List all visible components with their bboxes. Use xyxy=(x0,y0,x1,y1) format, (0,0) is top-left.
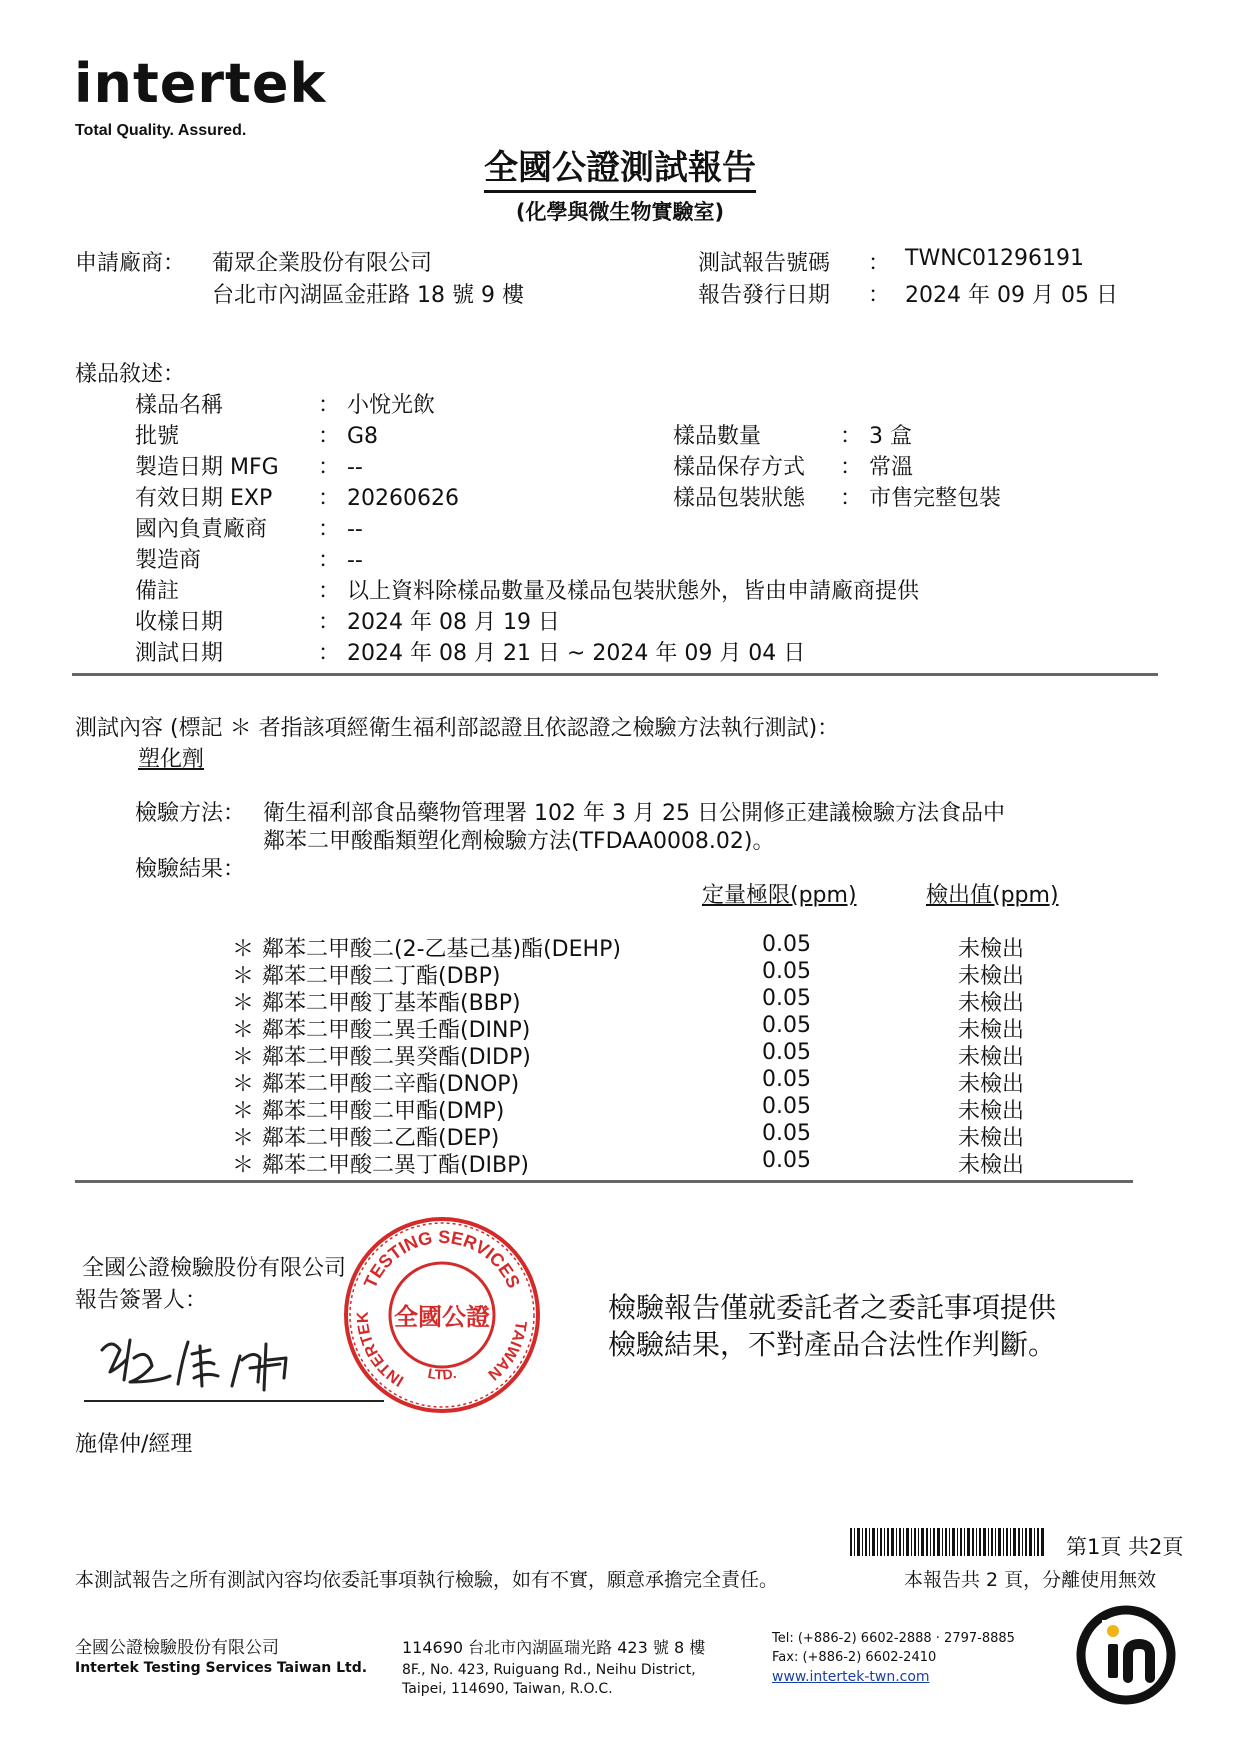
svg-text:LTD. xyxy=(427,1365,458,1383)
footer-address-en-1: 8F., No. 423, Ruiguang Rd., Neihu District, xyxy=(402,1662,696,1678)
analyte-result: 未檢出 xyxy=(958,937,1025,962)
row-mark: ＊ xyxy=(232,991,255,1016)
disclaimer-line-2: 檢驗結果，不對產品合法性作判斷。 xyxy=(608,1328,1057,1361)
sample-right-value: ： 常溫 xyxy=(840,455,913,480)
analyte-name: 鄰苯二甲酸二異癸酯(DIDP) xyxy=(262,1045,531,1070)
col-header-limit: 定量極限(ppm) xyxy=(702,883,857,908)
method-line-2: 鄰苯二甲酸酯類塑化劑檢驗方法(TFDAA0008.02)。 xyxy=(263,829,775,854)
method-label: 檢驗方法： xyxy=(135,801,246,826)
sample-row-label: 備註 xyxy=(135,579,180,604)
footer-company-en: Intertek Testing Services Taiwan Ltd. xyxy=(75,1660,368,1676)
sample-row-label: 測試日期 xyxy=(135,641,224,666)
sample-row-value: ： 以上資料除樣品數量及樣品包裝狀態外，皆由申請廠商提供 xyxy=(318,579,919,604)
stamp-right-text: TAIWAN xyxy=(484,1319,529,1383)
stamp-bottom-text: LTD. xyxy=(426,1364,458,1383)
sample-right-label: 樣品保存方式 xyxy=(673,455,806,480)
sample-row-value: ： 2024 年 08 月 19 日 xyxy=(318,610,560,635)
applicant-label: 申請廠商： xyxy=(75,251,186,276)
sample-row-value: ： 20260626 xyxy=(318,486,459,511)
row-mark: ＊ xyxy=(232,964,255,989)
sample-right-value: ： 市售完整包裝 xyxy=(840,486,1001,511)
row-mark: ＊ xyxy=(232,1072,255,1097)
barcode xyxy=(850,1528,1046,1556)
analyte-result: 未檢出 xyxy=(958,1126,1025,1151)
footer-company-zh: 全國公證檢驗股份有限公司 xyxy=(75,1638,279,1658)
analyte-result: 未檢出 xyxy=(958,991,1025,1016)
row-mark: ＊ xyxy=(232,1045,255,1070)
separation-notice: 本報告共 2 頁，分離使用無效 xyxy=(904,1569,1157,1591)
analyte-name: 鄰苯二甲酸二異壬酯(DINP) xyxy=(262,1018,531,1043)
footer-fax: Fax: (+886-2) 6602-2410 xyxy=(772,1650,937,1665)
sample-row-value: ： -- xyxy=(318,455,363,480)
applicant-address: 台北市內湖區金莊路 18 號 9 樓 xyxy=(212,283,524,308)
signature-line xyxy=(84,1400,384,1402)
footer-address-en-2: Taipei, 114690, Taiwan, R.O.C. xyxy=(402,1681,613,1697)
analyte-limit: 0.05 xyxy=(762,1148,811,1173)
results-divider xyxy=(75,1180,1133,1183)
sample-row-value: ： -- xyxy=(318,517,363,542)
analyte-limit: 0.05 xyxy=(762,1013,811,1038)
analyte-result: 未檢出 xyxy=(958,964,1025,989)
sample-section-label: 樣品敘述： xyxy=(75,362,186,387)
intertek-logo: intertek xyxy=(74,52,327,115)
analyte-name: 鄰苯二甲酸二乙酯(DEP) xyxy=(262,1126,500,1151)
sample-row-value: ： G8 xyxy=(318,424,379,449)
analyte-limit: 0.05 xyxy=(762,1121,811,1146)
analyte-limit: 0.05 xyxy=(762,1094,811,1119)
method-line-1: 衛生福利部食品藥物管理署 102 年 3 月 25 日公開修正建議檢驗方法食品中 xyxy=(263,801,1005,826)
sample-row-label: 收樣日期 xyxy=(135,610,224,635)
footer-website-link[interactable]: www.intertek-twn.com xyxy=(772,1669,930,1685)
stamp-top-text: TESTING SERVICES xyxy=(359,1226,525,1292)
sample-right-label: 樣品數量 xyxy=(673,424,762,449)
report-date-label: 報告發行日期 xyxy=(698,283,831,308)
sample-row-label: 有效日期 EXP xyxy=(135,486,273,511)
page-indicator: 第1頁 共2頁 xyxy=(1066,1535,1184,1559)
company-seal-stamp xyxy=(342,1215,542,1415)
report-no-colon: ： xyxy=(868,251,891,276)
analyte-name: 鄰苯二甲酸二丁酯(DBP) xyxy=(262,964,501,989)
stamp-left-text: INTERTEK xyxy=(354,1311,407,1390)
test-content-label: 測試內容 (標記 ＊ 者指該項經衛生福利部認證且依認證之檢驗方法執行測試)： xyxy=(75,716,840,741)
sample-right-value: ： 3 盒 xyxy=(840,424,912,449)
analyte-limit: 0.05 xyxy=(762,932,811,957)
footer-tel: Tel: (+886-2) 6602-2888 · 2797-8885 xyxy=(772,1631,1015,1646)
row-mark: ＊ xyxy=(232,1018,255,1043)
report-title xyxy=(0,140,1240,189)
footer-address-zh: 114690 台北市內湖區瑞光路 423 號 8 樓 xyxy=(402,1638,706,1657)
disclaimer-line-1: 檢驗報告僅就委託者之委託事項提供 xyxy=(608,1291,1057,1324)
analyte-name: 鄰苯二甲酸二(2-乙基己基)酯(DEHP) xyxy=(262,937,621,962)
result-label: 檢驗結果： xyxy=(135,857,246,882)
analyte-result: 未檢出 xyxy=(958,1018,1025,1043)
report-date-colon: ： xyxy=(868,283,891,308)
analyte-result: 未檢出 xyxy=(958,1099,1025,1124)
sample-row-value: ： -- xyxy=(318,548,363,573)
signer-label: 報告簽署人： xyxy=(75,1288,208,1313)
analyte-name: 鄰苯二甲酸二辛酯(DNOP) xyxy=(262,1072,520,1097)
analyte-name: 鄰苯二甲酸丁基苯酯(BBP) xyxy=(262,991,521,1016)
report-date-value: 2024 年 09 月 05 日 xyxy=(905,283,1118,308)
applicant-name: 葡眾企業股份有限公司 xyxy=(212,251,433,276)
section-divider xyxy=(72,673,1158,676)
sample-row-label: 樣品名稱 xyxy=(135,393,224,418)
sample-row-label: 製造商 xyxy=(135,548,202,573)
report-no-value: TWNC01296191 xyxy=(905,246,1084,271)
analyte-result: 未檢出 xyxy=(958,1153,1025,1178)
analyte-name: 鄰苯二甲酸二異丁酯(DIBP) xyxy=(262,1153,529,1178)
analyte-limit: 0.05 xyxy=(762,986,811,1011)
row-mark: ＊ xyxy=(232,1153,255,1178)
analyte-name: 鄰苯二甲酸二甲酯(DMP) xyxy=(262,1099,505,1124)
test-category: 塑化劑 xyxy=(138,747,205,772)
sample-row-label: 批號 xyxy=(135,424,180,449)
report-title-text: 全國公證測試報告 xyxy=(484,148,756,193)
sample-row-value: ： 小悅光飲 xyxy=(318,393,435,418)
row-mark: ＊ xyxy=(232,1126,255,1151)
analyte-limit: 0.05 xyxy=(762,1067,811,1092)
intertek-in-logo-icon xyxy=(1073,1602,1179,1708)
report-no-label: 測試報告號碼 xyxy=(698,251,831,276)
sample-right-label: 樣品包裝狀態 xyxy=(673,486,806,511)
stamp-center-text: 全國公證 xyxy=(394,1303,490,1331)
analyte-result: 未檢出 xyxy=(958,1072,1025,1097)
row-mark: ＊ xyxy=(232,1099,255,1124)
signer-name-title: 施偉仲/經理 xyxy=(75,1432,193,1457)
sample-row-value: ： 2024 年 08 月 21 日 ~ 2024 年 09 月 04 日 xyxy=(318,641,806,666)
logo-tagline: Total Quality. Assured. xyxy=(75,122,247,139)
report-subtitle: (化學與微生物實驗室) xyxy=(515,200,725,224)
analyte-limit: 0.05 xyxy=(762,959,811,984)
signature-company: 全國公證檢驗股份有限公司 xyxy=(82,1256,347,1281)
analyte-result: 未檢出 xyxy=(958,1045,1025,1070)
row-mark: ＊ xyxy=(232,937,255,962)
sample-row-label: 製造日期 MFG xyxy=(135,455,279,480)
sample-row-label: 國內負責廠商 xyxy=(135,517,268,542)
responsibility-notice: 本測試報告之所有測試內容均依委託事項執行檢驗，如有不實，願意承擔完全責任。 xyxy=(75,1569,779,1591)
analyte-limit: 0.05 xyxy=(762,1040,811,1065)
handwritten-signature xyxy=(90,1320,350,1400)
col-header-result: 檢出值(ppm) xyxy=(926,883,1059,908)
